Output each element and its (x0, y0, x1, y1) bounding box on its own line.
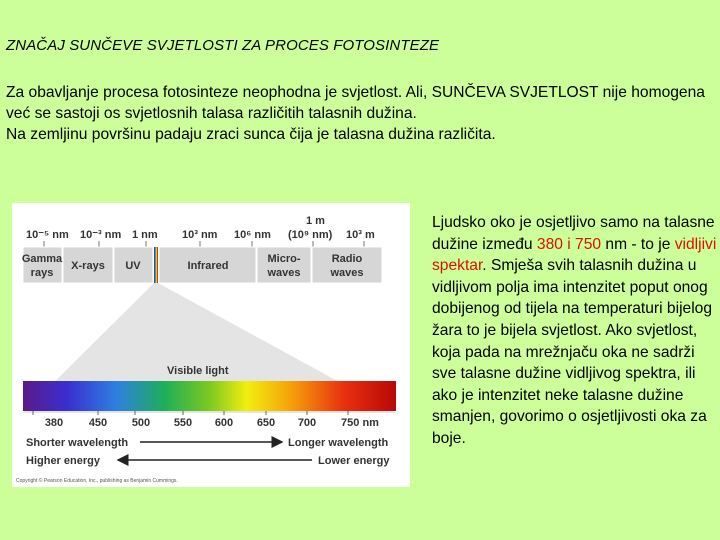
visible-tick-750: 750 nm (341, 417, 379, 429)
description-part-1: Ljudsko oko je osjetljivo samo na talasne dužine između (432, 214, 715, 253)
band-radio-label-2: waves (330, 267, 364, 279)
slide-title: ZNAČAJ SUNČEVE SVJETLOSTI ZA PROCES FOTOSINTEZE (6, 37, 440, 54)
wl-label-6: 1 m (306, 215, 325, 227)
band-gamma-label-2: rays (30, 267, 54, 279)
band-infrared-label: Infrared (187, 260, 229, 272)
visible-tick-550: 550 (173, 417, 193, 429)
lower-energy-label: Lower energy (318, 455, 390, 467)
longer-wavelength-label: Longer wavelength (288, 437, 389, 449)
visible-tick-700: 700 (297, 417, 317, 429)
description-text (432, 212, 717, 450)
higher-energy-label: Higher energy (26, 455, 100, 467)
visible-tick-380: 380 (44, 417, 64, 429)
wl-label-7: (10⁹ nm) (288, 229, 333, 241)
band-gamma-label-1: Gamma (21, 253, 63, 265)
wl-label-3: 1 nm (132, 229, 158, 241)
visible-tick-600: 600 (214, 417, 234, 429)
wl-label-4: 10³ nm (182, 229, 218, 241)
visible-tick-500: 500 (131, 417, 151, 429)
wl-label-1: 10⁻⁵ nm (26, 229, 69, 241)
visible-tick-650: 650 (256, 417, 276, 429)
visible-range-highlight: 380 i 750 (536, 235, 602, 253)
band-microwaves-label-1: Micro- (267, 253, 301, 265)
visible-spectrum-term: vidljivi spektar (432, 235, 717, 275)
spectrum-diagram (12, 203, 410, 487)
wl-label-5: 10⁶ nm (234, 229, 271, 241)
visible-tick-450: 450 (88, 417, 108, 429)
intro-paragraph-1: Za obavljanje procesa fotosinteze neophodna je svjetlost. Ali, SUNČEVA SVJETLOST nije homogena već se sastoji os svjetlosnih talasa različitih talasnih dužina. (6, 84, 705, 122)
visible-spectrum-bar (23, 381, 396, 411)
band-radio-label-1: Radio (331, 253, 363, 265)
wl-label-8: 10³ m (346, 229, 375, 241)
band-microwaves-label-2: waves (267, 267, 301, 279)
figure-copyright: Copyright © Pearson Education, Inc., publishing as Benjamin Cummings. (16, 478, 178, 484)
electromagnetic-spectrum-figure (12, 203, 410, 487)
band-xray-label: X-rays (71, 260, 105, 272)
intro-text (6, 82, 706, 145)
shorter-wavelength-label: Shorter wavelength (26, 437, 129, 449)
visible-light-label: Visible light (167, 365, 229, 377)
band-visible-sliver (154, 247, 158, 283)
description-part-2: nm - to je (601, 235, 675, 253)
band-uv-label: UV (125, 260, 141, 272)
description-part-3: . Smješa svih talasnih dužina u vidljivom polja ima intenzitet poput onog dobijenog od tijela na temperaturi bijelog žara to je bijela svjetlost. Ako svjetlost, koja pada na mrežnjaču oka ne sadrži sve talasne dužine vidljivog spektra, ili ako je intenzitet neke talasne dužine smanjen, govorimo o osjetljivosti oka za boje. (432, 257, 713, 447)
intro-paragraph-2: Na zemljinu površinu padaju zraci sunca čija je talasna dužina različita. (6, 126, 496, 143)
wl-label-2: 10⁻³ nm (80, 229, 122, 241)
